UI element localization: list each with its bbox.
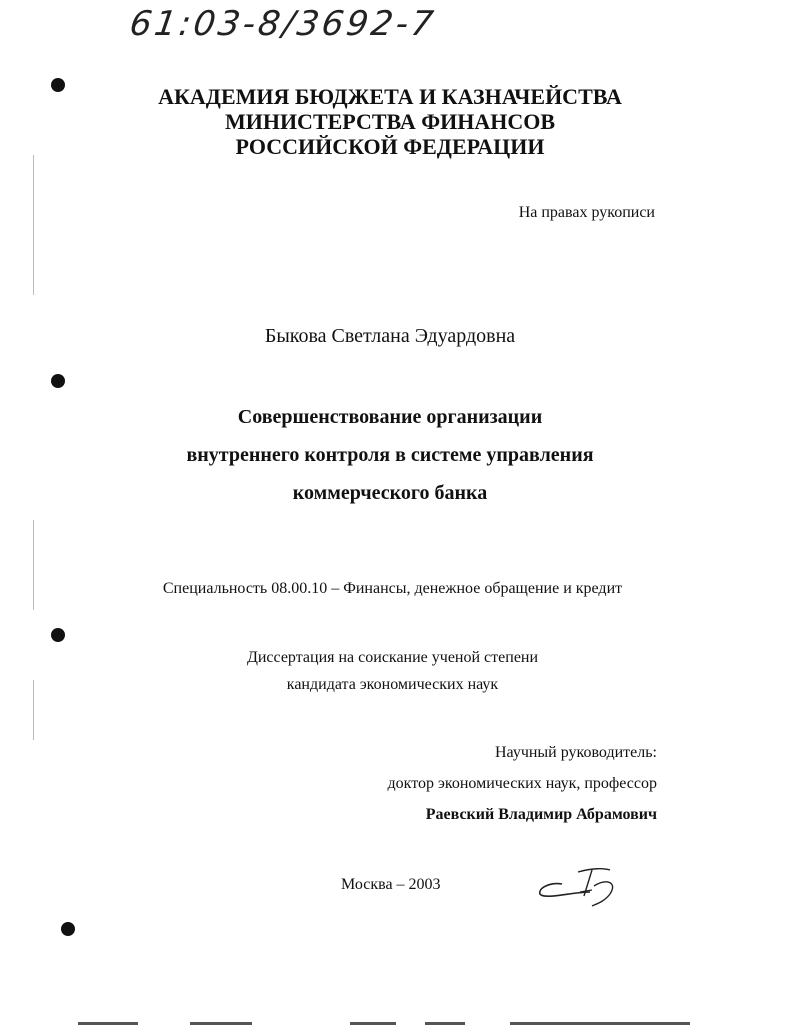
institution-line-1: АКАДЕМИЯ БЮДЖЕТА И КАЗНАЧЕЙСТВА — [158, 84, 622, 109]
punch-hole-3 — [51, 628, 65, 642]
signature-icon — [532, 862, 622, 910]
institution-line-3: РОССИЙСКОЙ ФЕДЕРАЦИИ — [235, 134, 545, 159]
degree-statement — [0, 644, 785, 698]
title-line-1: Совершенствование организации — [237, 406, 543, 428]
supervisor-block — [388, 737, 658, 830]
degree-line-1: Диссертация на соискание ученой степени — [246, 649, 539, 666]
dissertation-title — [0, 398, 780, 512]
scan-bottom-mark — [350, 1022, 396, 1025]
institution-header — [0, 84, 780, 159]
city-year: Москва – 2003 — [341, 876, 441, 893]
supervisor-name: Раевский Владимир Абрамович — [425, 806, 657, 823]
manuscript-rights: На правах рукописи — [518, 204, 655, 221]
degree-line-2: кандидата экономических наук — [286, 676, 499, 693]
specialty: Специальность 08.00.10 – Финансы, денежное обращение и кредит — [162, 580, 623, 597]
handwritten-archive-code: 61:03-8/3692-7 — [127, 4, 439, 44]
scan-bottom-mark — [78, 1022, 138, 1025]
punch-hole-2 — [51, 374, 65, 388]
author-name: Быкова Светлана Эдуардовна — [264, 325, 516, 347]
institution-line-2: МИНИСТЕРСТВА ФИНАНСОВ — [224, 109, 556, 134]
scan-bottom-mark — [425, 1022, 465, 1025]
title-line-2: внутреннего контроля в системе управления — [186, 444, 594, 466]
scan-bottom-mark — [510, 1022, 690, 1025]
scan-bottom-mark — [190, 1022, 252, 1025]
punch-hole-4 — [61, 922, 75, 936]
title-line-3: коммерческого банка — [292, 482, 488, 504]
supervisor-credentials: доктор экономических наук, профессор — [387, 775, 657, 792]
scan-edge-mark — [33, 155, 34, 295]
supervisor-label: Научный руководитель: — [494, 744, 657, 761]
